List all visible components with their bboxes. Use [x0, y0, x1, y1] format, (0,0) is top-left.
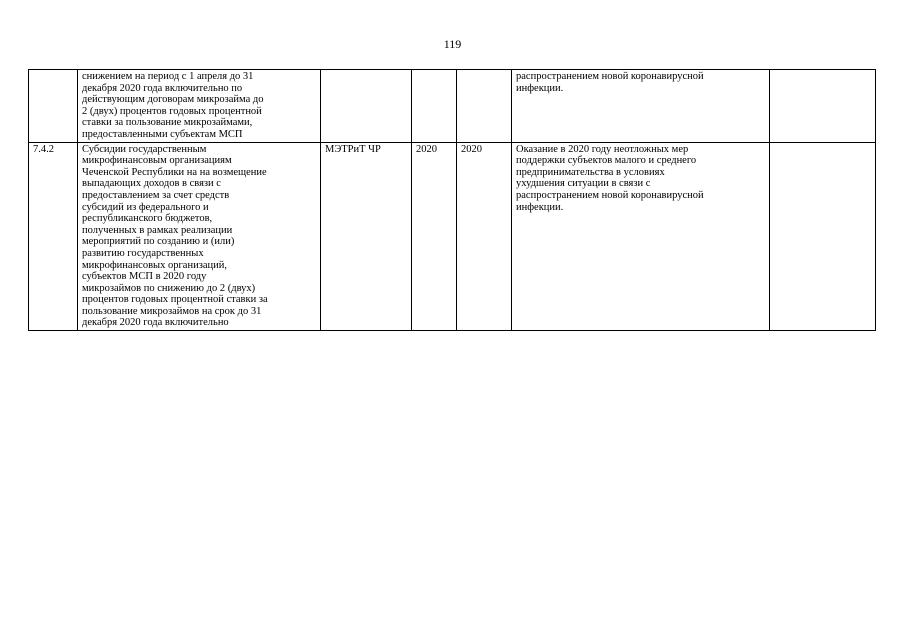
table-row	[29, 142, 876, 331]
page-number: 119	[443, 37, 462, 51]
note-cell	[770, 142, 876, 331]
start-year-cell	[412, 70, 457, 143]
executor-cell: МЭТРиТ ЧР	[321, 142, 412, 331]
measure-description-cell: снижением на период с 1 апреля до 31 декабря 2020 года включительно по действующим договорам микрозайма до 2 (двух) процентов годовых процентной ставки за пользование микрозаймами, предоставленными субъектам МСП	[78, 70, 321, 143]
measure-description-cell: Субсидии государственным микрофинансовым организациям Чеченской Республики на на возмещение выпадающих доходов в связи с предоставлением за счет средств субсидий из федерального и республиканского бюджетов, полученных в рамках реализации мероприятий по созданию и (или) развитию государственных микрофинансовых организаций, субъектов МСП в 2020 году микрозаймов по снижению до 2 (двух) процентов годовых процентной ставки за пользование микрозаймов на срок до 31 декабря 2020 года включительно	[78, 142, 321, 331]
end-year-cell	[457, 70, 512, 143]
note-cell	[770, 70, 876, 143]
row-number-cell	[29, 70, 78, 143]
start-year-cell: 2020	[412, 142, 457, 331]
expected-result-cell: распространением новой коронавирусной инфекции.	[512, 70, 770, 143]
end-year-cell: 2020	[457, 142, 512, 331]
expected-result-cell: Оказание в 2020 году неотложных мер поддержки субъектов малого и среднего предпринимательства в условиях ухудшения ситуации в связи с распространением новой коронавирусной инфекции.	[512, 142, 770, 331]
row-number-cell: 7.4.2	[29, 142, 78, 331]
table-row	[29, 70, 876, 143]
executor-cell	[321, 70, 412, 143]
measures-table	[28, 69, 876, 331]
